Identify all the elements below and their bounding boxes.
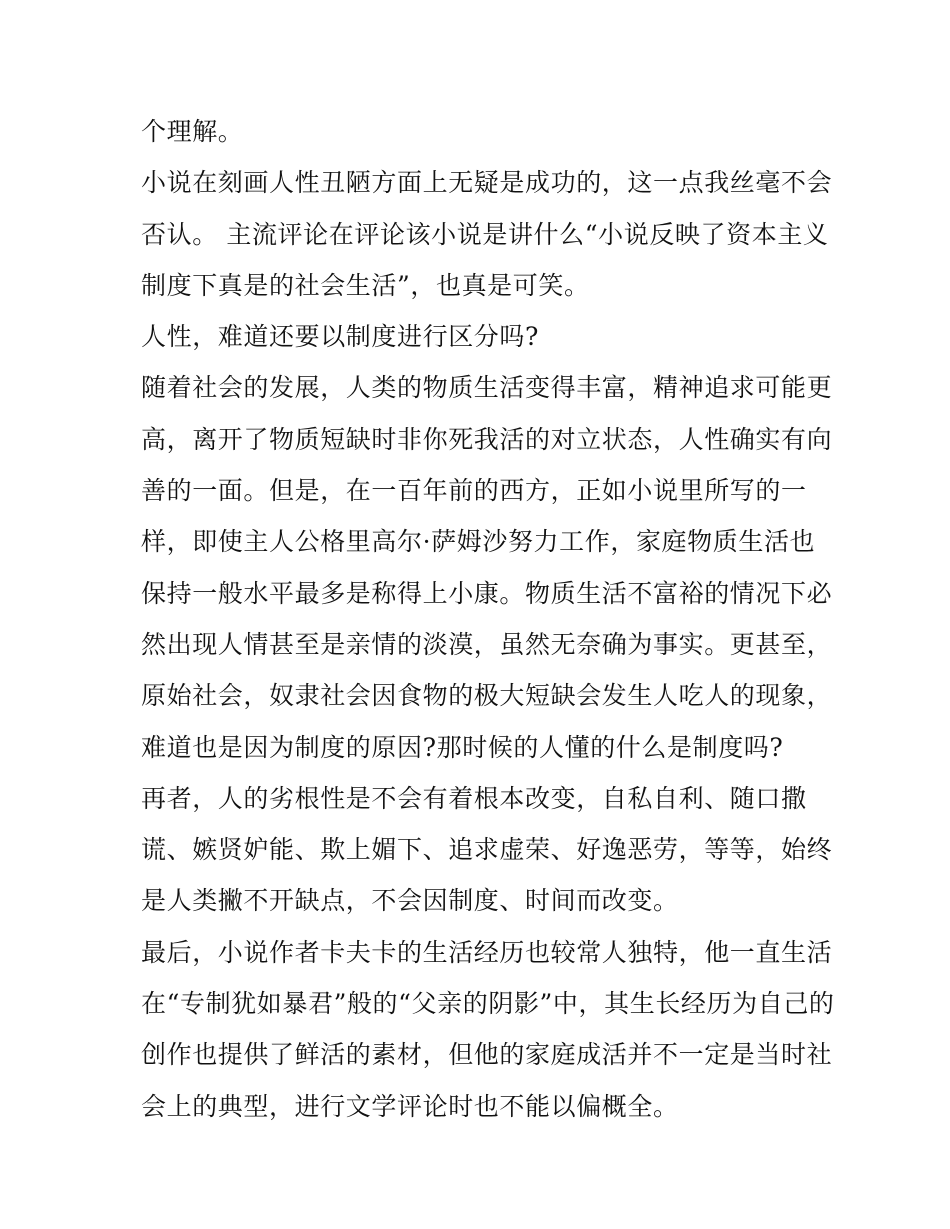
text-line: 高，离开了物质短缺时非你死我活的对立状态，人性确实有向	[141, 424, 833, 454]
text-line: 个理解。	[141, 117, 244, 146]
document-body	[141, 106, 835, 1132]
text-line: 在“专制犹如暴君”般的“父亲的阴影”中，其生长经历为自己的	[141, 989, 835, 1019]
text-line: 谎、嫉贤妒能、欺上媚下、追求虚荣、好逸恶劳，等等，始终	[141, 835, 833, 865]
text-line: 否认。 主流评论在评论该小说是讲什么“小说反映了资本主义	[141, 219, 829, 249]
text-line: 难道也是因为制度的原因?那时候的人懂的什么是制度吗?	[141, 732, 784, 762]
text-line: 随着社会的发展，人类的物质生活变得丰富，精神追求可能更	[141, 373, 833, 403]
text-line: 制度下真是的社会生活”，也真是可笑。	[141, 270, 590, 300]
text-line: 人性，难道还要以制度进行区分吗?	[141, 322, 540, 352]
text-line: 是人类撇不开缺点，不会因制度、时间而改变。	[141, 886, 679, 916]
text-line: 小说在刻画人性丑陋方面上无疑是成功的，这一点我丝毫不会	[141, 168, 833, 198]
text-line: 最后，小说作者卡夫卡的生活经历也较常人独特，他一直生活	[141, 937, 833, 967]
text-line: 再者，人的劣根性是不会有着根本改变，自私自利、随口撒	[141, 783, 807, 813]
text-line: 会上的典型，进行文学评论时也不能以偏概全。	[141, 1091, 679, 1121]
text-line: 善的一面。但是，在一百年前的西方，正如小说里所写的一	[141, 476, 807, 506]
text-line: 保持一般水平最多是称得上小康。物质生活不富裕的情况下必	[141, 578, 833, 608]
text-line: 然出现人情甚至是亲情的淡漠，虽然无奈确为事实。更甚至，	[141, 629, 833, 659]
text-line: 创作也提供了鲜活的素材，但他的家庭成活并不一定是当时社	[141, 1040, 833, 1070]
text-line: 原始社会，奴隶社会因食物的极大短缺会发生人吃人的现象，	[141, 681, 833, 711]
text-line: 样，即使主人公格里高尔·萨姆沙努力工作，家庭物质生活也	[141, 527, 816, 557]
